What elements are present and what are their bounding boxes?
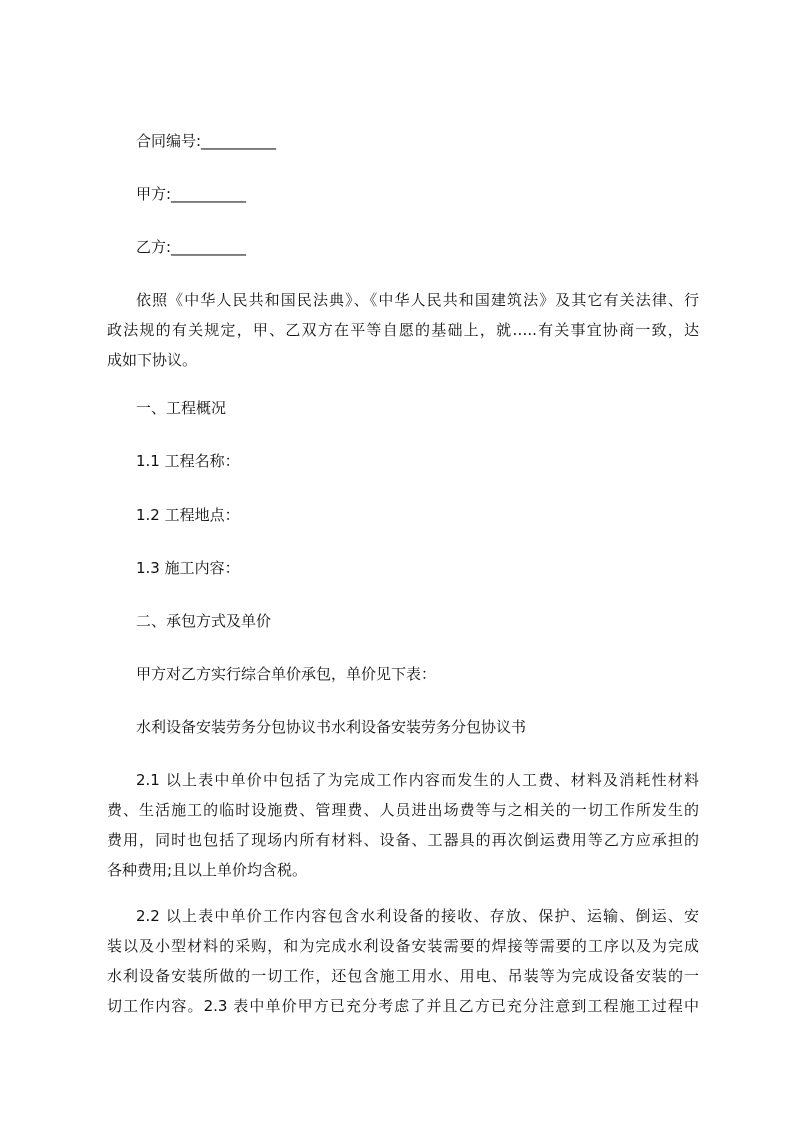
clause-line: 2.1 以上表中单价中包括了为完成工作内容而发生的人工费、材料及消耗性材料	[136, 771, 699, 789]
section-2-heading: 二、承包方式及单价	[136, 612, 272, 630]
clause-line: 2.2 以上表中单价工作内容包含水利设备的接收、存放、保护、运输、倒运、安	[136, 907, 699, 925]
clause-2-2-paragraph	[107, 906, 699, 1026]
construction-content-field: 1.3 施工内容：	[136, 559, 240, 577]
agreement-title-line: 水利设备安装劳务分包协议书水利设备安装劳务分包协议书	[136, 718, 527, 736]
clause-line: 水利设备安装所做的一切工作，还包含施工用水、用电、吊装等为完成设备安装的一	[107, 967, 699, 985]
clause-line: 各种费用;且以上单价均含税。	[107, 861, 308, 879]
intro-line: 成如下协议。	[107, 351, 198, 369]
party-b-field: 乙方:__________	[136, 238, 247, 256]
intro-paragraph	[107, 290, 699, 380]
clause-line: 装以及小型材料的采购，和为完成水利设备安装需要的焊接等需要的工序以及为完成	[107, 937, 699, 955]
section-1-heading: 一、工程概况	[136, 399, 227, 417]
project-location-field: 1.2 工程地点：	[136, 506, 240, 524]
clause-line: 费用，同时也包括了现场内所有材料、设备、工器具的再次倒运费用等乙方应承担的	[107, 831, 699, 849]
intro-line: 依照《中华人民共和国民法典》、《中华人民共和国建筑法》及其它有关法律、行	[136, 291, 699, 309]
clause-line: 切工作内容。2.3 表中单价甲方已充分考虑了并且乙方已充分注意到工程施工过程中	[107, 997, 699, 1015]
project-name-field: 1.1 工程名称：	[136, 452, 240, 470]
clause-line: 费、生活施工的临时设施费、管理费、人员进出场费等与之相关的一切工作所发生的	[107, 801, 699, 819]
unit-price-statement: 甲方对乙方实行综合单价承包，单价见下表：	[136, 665, 437, 683]
intro-line: 政法规的有关规定，甲、乙双方在平等自愿的基础上，就…..有关事宜协商一致，达	[107, 321, 699, 339]
party-a-field: 甲方:__________	[136, 185, 247, 203]
clause-2-1-paragraph	[107, 770, 699, 890]
contract-number-field: 合同编号:__________	[136, 132, 277, 150]
